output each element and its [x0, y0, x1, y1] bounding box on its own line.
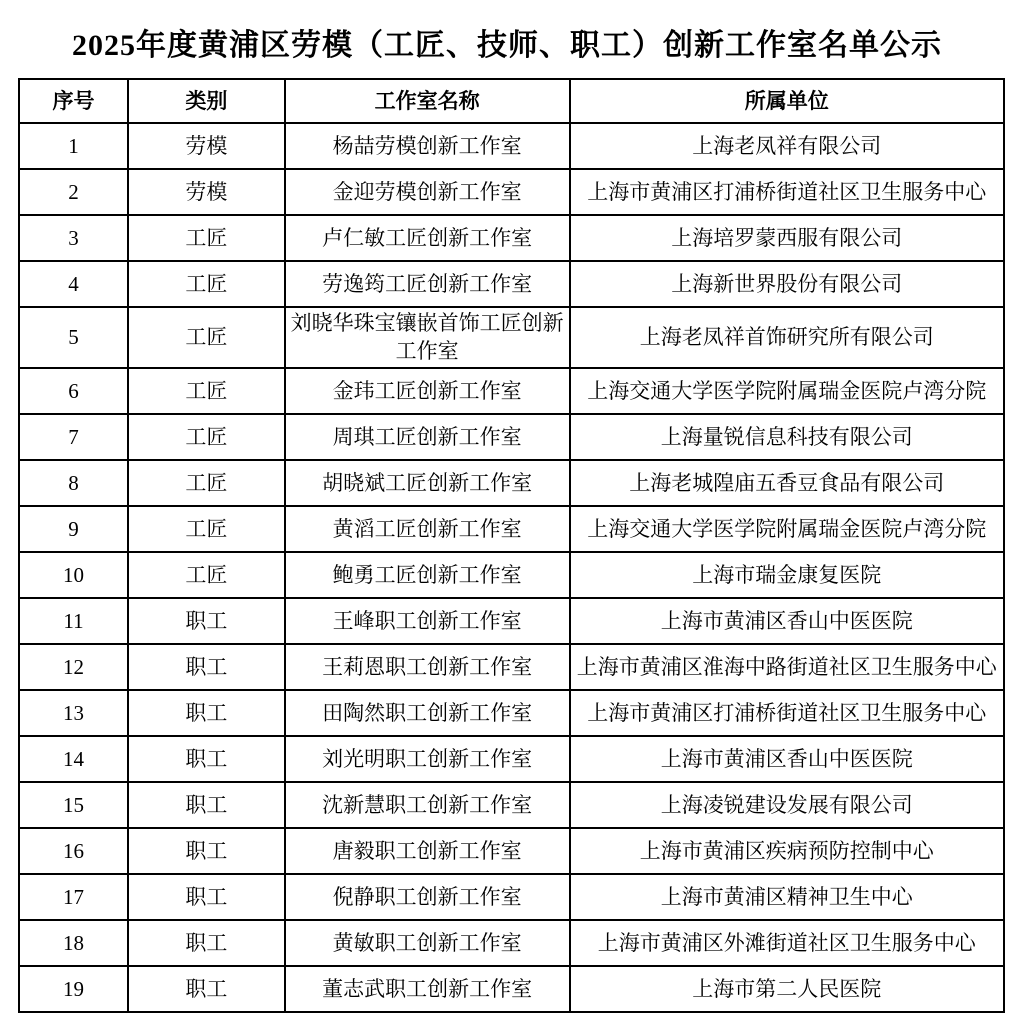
table-row — [19, 414, 1004, 460]
cell-category: 工匠 — [128, 215, 285, 261]
cell-no: 16 — [19, 828, 128, 874]
table-row — [19, 874, 1004, 920]
cell-no: 7 — [19, 414, 128, 460]
cell-unit: 上海老凤祥首饰研究所有限公司 — [570, 307, 1004, 368]
cell-unit: 上海市黄浦区香山中医医院 — [570, 598, 1004, 644]
cell-unit: 上海交通大学医学院附属瑞金医院卢湾分院 — [570, 368, 1004, 414]
cell-studio: 周琪工匠创新工作室 — [285, 414, 570, 460]
cell-category: 工匠 — [128, 414, 285, 460]
cell-unit: 上海市黄浦区打浦桥街道社区卫生服务中心 — [570, 169, 1004, 215]
cell-no: 6 — [19, 368, 128, 414]
cell-studio: 王莉恩职工创新工作室 — [285, 644, 570, 690]
table-row — [19, 920, 1004, 966]
table-row — [19, 261, 1004, 307]
cell-unit: 上海市黄浦区疾病预防控制中心 — [570, 828, 1004, 874]
cell-unit: 上海老凤祥有限公司 — [570, 123, 1004, 169]
table-row — [19, 307, 1004, 368]
cell-studio: 刘晓华珠宝镶嵌首饰工匠创新工作室 — [285, 307, 570, 368]
cell-category: 职工 — [128, 736, 285, 782]
page-title: 2025年度黄浦区劳模（工匠、技师、职工）创新工作室名单公示 — [72, 29, 942, 62]
cell-unit: 上海市黄浦区打浦桥街道社区卫生服务中心 — [570, 690, 1004, 736]
cell-no: 14 — [19, 736, 128, 782]
cell-unit: 上海市黄浦区精神卫生中心 — [570, 874, 1004, 920]
cell-unit: 上海市瑞金康复医院 — [570, 552, 1004, 598]
roster-table — [18, 78, 1005, 1013]
cell-no: 5 — [19, 307, 128, 368]
cell-studio: 黄滔工匠创新工作室 — [285, 506, 570, 552]
header-row — [19, 79, 1004, 123]
cell-studio: 卢仁敏工匠创新工作室 — [285, 215, 570, 261]
cell-studio: 胡晓斌工匠创新工作室 — [285, 460, 570, 506]
table-row — [19, 123, 1004, 169]
cell-category: 职工 — [128, 782, 285, 828]
cell-category: 工匠 — [128, 368, 285, 414]
cell-no: 4 — [19, 261, 128, 307]
cell-studio: 杨喆劳模创新工作室 — [285, 123, 570, 169]
cell-unit: 上海市黄浦区淮海中路街道社区卫生服务中心 — [570, 644, 1004, 690]
table-row — [19, 368, 1004, 414]
cell-studio: 唐毅职工创新工作室 — [285, 828, 570, 874]
cell-category: 工匠 — [128, 460, 285, 506]
cell-no: 13 — [19, 690, 128, 736]
header-cell-studio: 工作室名称 — [285, 79, 570, 123]
cell-category: 劳模 — [128, 123, 285, 169]
cell-studio: 黄敏职工创新工作室 — [285, 920, 570, 966]
table-row — [19, 215, 1004, 261]
header-cell-unit: 所属单位 — [570, 79, 1004, 123]
cell-unit: 上海市黄浦区香山中医医院 — [570, 736, 1004, 782]
cell-no: 9 — [19, 506, 128, 552]
cell-no: 19 — [19, 966, 128, 1012]
cell-category: 职工 — [128, 874, 285, 920]
cell-studio: 沈新慧职工创新工作室 — [285, 782, 570, 828]
cell-category: 工匠 — [128, 261, 285, 307]
cell-category: 职工 — [128, 966, 285, 1012]
cell-category: 职工 — [128, 598, 285, 644]
cell-unit: 上海凌锐建设发展有限公司 — [570, 782, 1004, 828]
cell-no: 12 — [19, 644, 128, 690]
header-cell-cat: 类别 — [128, 79, 285, 123]
cell-unit: 上海交通大学医学院附属瑞金医院卢湾分院 — [570, 506, 1004, 552]
cell-no: 11 — [19, 598, 128, 644]
cell-category: 职工 — [128, 644, 285, 690]
table-body — [19, 123, 1004, 1012]
cell-studio: 董志武职工创新工作室 — [285, 966, 570, 1012]
cell-unit: 上海市黄浦区外滩街道社区卫生服务中心 — [570, 920, 1004, 966]
cell-unit: 上海新世界股份有限公司 — [570, 261, 1004, 307]
table-row — [19, 828, 1004, 874]
cell-unit: 上海老城隍庙五香豆食品有限公司 — [570, 460, 1004, 506]
table-row — [19, 736, 1004, 782]
cell-unit: 上海培罗蒙西服有限公司 — [570, 215, 1004, 261]
table-row — [19, 782, 1004, 828]
cell-category: 工匠 — [128, 506, 285, 552]
header-cell-no: 序号 — [19, 79, 128, 123]
cell-no: 10 — [19, 552, 128, 598]
cell-category: 工匠 — [128, 552, 285, 598]
table-row — [19, 690, 1004, 736]
table-row — [19, 460, 1004, 506]
table-row — [19, 644, 1004, 690]
cell-unit: 上海量锐信息科技有限公司 — [570, 414, 1004, 460]
cell-category: 职工 — [128, 690, 285, 736]
cell-studio: 劳逸筠工匠创新工作室 — [285, 261, 570, 307]
cell-no: 2 — [19, 169, 128, 215]
cell-category: 职工 — [128, 920, 285, 966]
cell-unit: 上海市第二人民医院 — [570, 966, 1004, 1012]
cell-no: 18 — [19, 920, 128, 966]
cell-no: 17 — [19, 874, 128, 920]
cell-no: 8 — [19, 460, 128, 506]
cell-no: 1 — [19, 123, 128, 169]
table-row — [19, 169, 1004, 215]
cell-studio: 刘光明职工创新工作室 — [285, 736, 570, 782]
table-row — [19, 506, 1004, 552]
cell-studio: 倪静职工创新工作室 — [285, 874, 570, 920]
table-row — [19, 966, 1004, 1012]
cell-studio: 王峰职工创新工作室 — [285, 598, 570, 644]
table-header — [19, 79, 1004, 123]
cell-studio: 金玮工匠创新工作室 — [285, 368, 570, 414]
cell-no: 15 — [19, 782, 128, 828]
cell-studio: 金迎劳模创新工作室 — [285, 169, 570, 215]
cell-category: 劳模 — [128, 169, 285, 215]
cell-category: 工匠 — [128, 307, 285, 368]
table-row — [19, 552, 1004, 598]
table-row — [19, 598, 1004, 644]
cell-no: 3 — [19, 215, 128, 261]
cell-category: 职工 — [128, 828, 285, 874]
cell-studio: 鲍勇工匠创新工作室 — [285, 552, 570, 598]
cell-studio: 田陶然职工创新工作室 — [285, 690, 570, 736]
